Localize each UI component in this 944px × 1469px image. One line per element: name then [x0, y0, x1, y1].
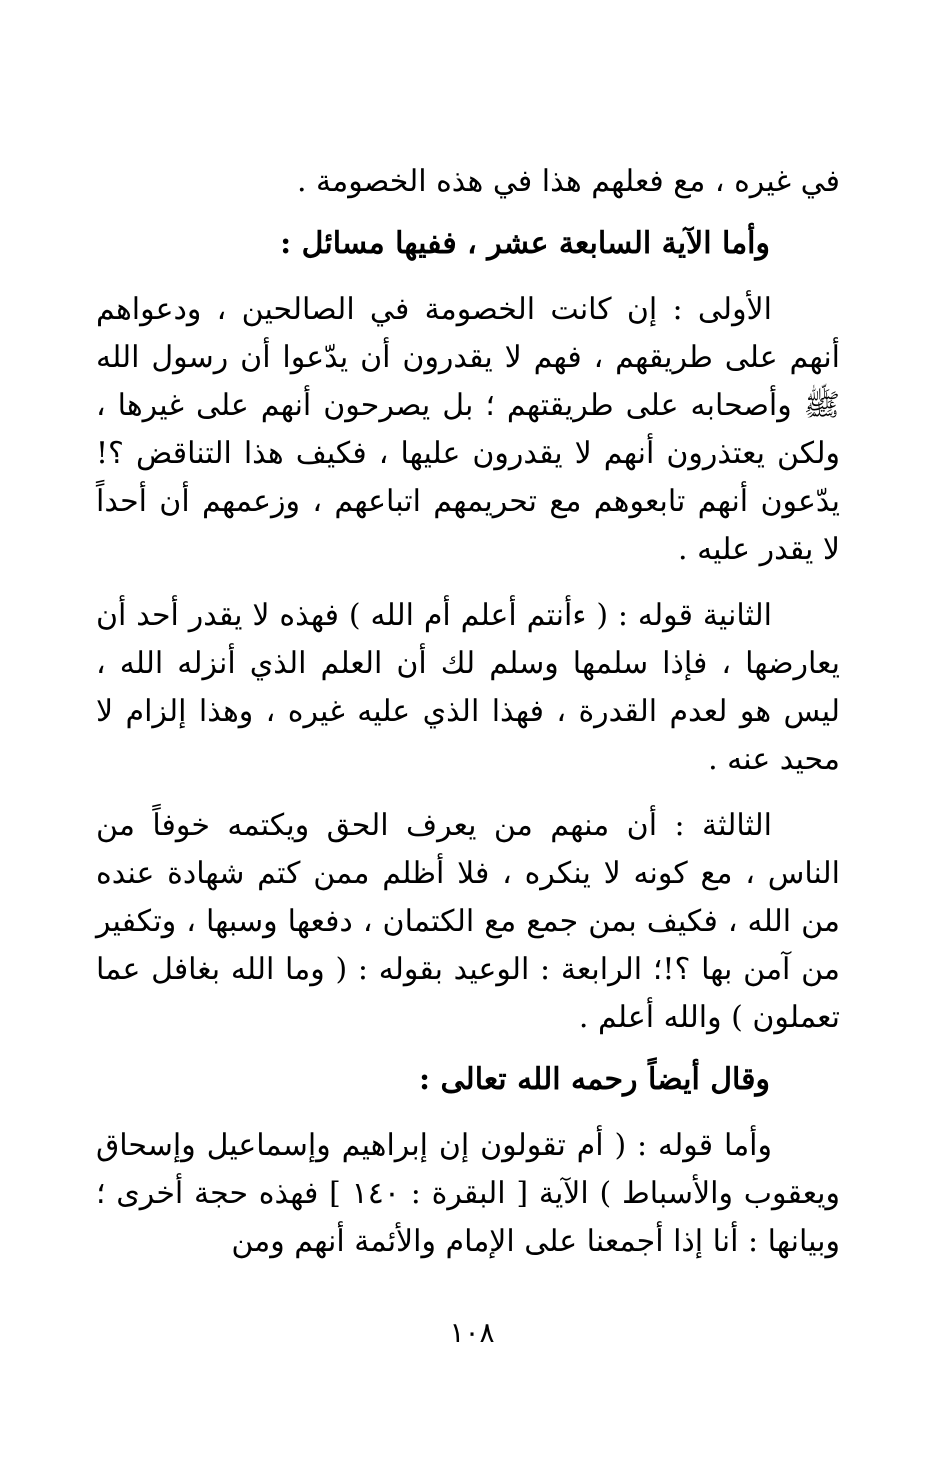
next-section-paragraph: وأما قوله : ( أم تقولون إن إبراهيم وإسماعيل وإسحاق ويعقوب والأسباط ) الآية [ البقرة : ١٤٠ ] فهذه حجة أخرى ؛ وبيانها : أنا إذا أجمعنا على الإمام والأئمة أنهم ومن	[96, 1128, 841, 1259]
page-number: ١٠٨	[449, 1316, 495, 1349]
issue-first-paragraph: الأولى : إن كانت الخصومة في الصالحين ، ودعواهم أنهم على طريقهم ، فهم لا يقدرون أن يدّعوا أن رسول الله ﷺ وأصحابه على طريقتهم ؛ بل يصرحون أنهم على غيرها ، ولكن يعتذرون أنهم لا يقدرون عليها ، فكيف هذا التناقض ؟! يدّعون أنهم تابعوهم مع تحريمهم اتباعهم ، وزعمهم أن أحداً لا يقدر عليه .	[96, 292, 840, 567]
continuation-paragraph: في غيره ، مع فعلهم هذا في هذه الخصومة .	[296, 164, 840, 199]
section-heading-also-said: وقال أيضاً رحمه الله تعالى :	[419, 1062, 770, 1097]
section-heading-seventeenth-verse: وأما الآية السابعة عشر ، ففيها مسائل :	[280, 226, 770, 261]
issue-third-paragraph: الثالثة : أن منهم من يعرف الحق ويكتمه خوفاً من الناس ، مع كونه لا ينكره ، فلا أظلم ممن كتم شهادة عنده من الله ، فكيف بمن جمع مع الكتمان ، دفعها وسبها ، وتكفير من آمن بها ؟!؛ الرابعة : الوعيد بقوله : ( وما الله بغافل عما تعملون ) والله أعلم .	[96, 808, 840, 1035]
page-body	[96, 158, 840, 1358]
issue-second-paragraph: الثانية قوله : ( ءأنتم أعلم أم الله ) فهذه لا يقدر أحد أن يعارضها ، فإذا سلمها وسلم لك أن العلم الذي أنزله الله ، ليس هو لعدم القدرة ، فهذا الذي عليه غيره ، وهذا إلزام لا محيد عنه .	[96, 598, 840, 777]
